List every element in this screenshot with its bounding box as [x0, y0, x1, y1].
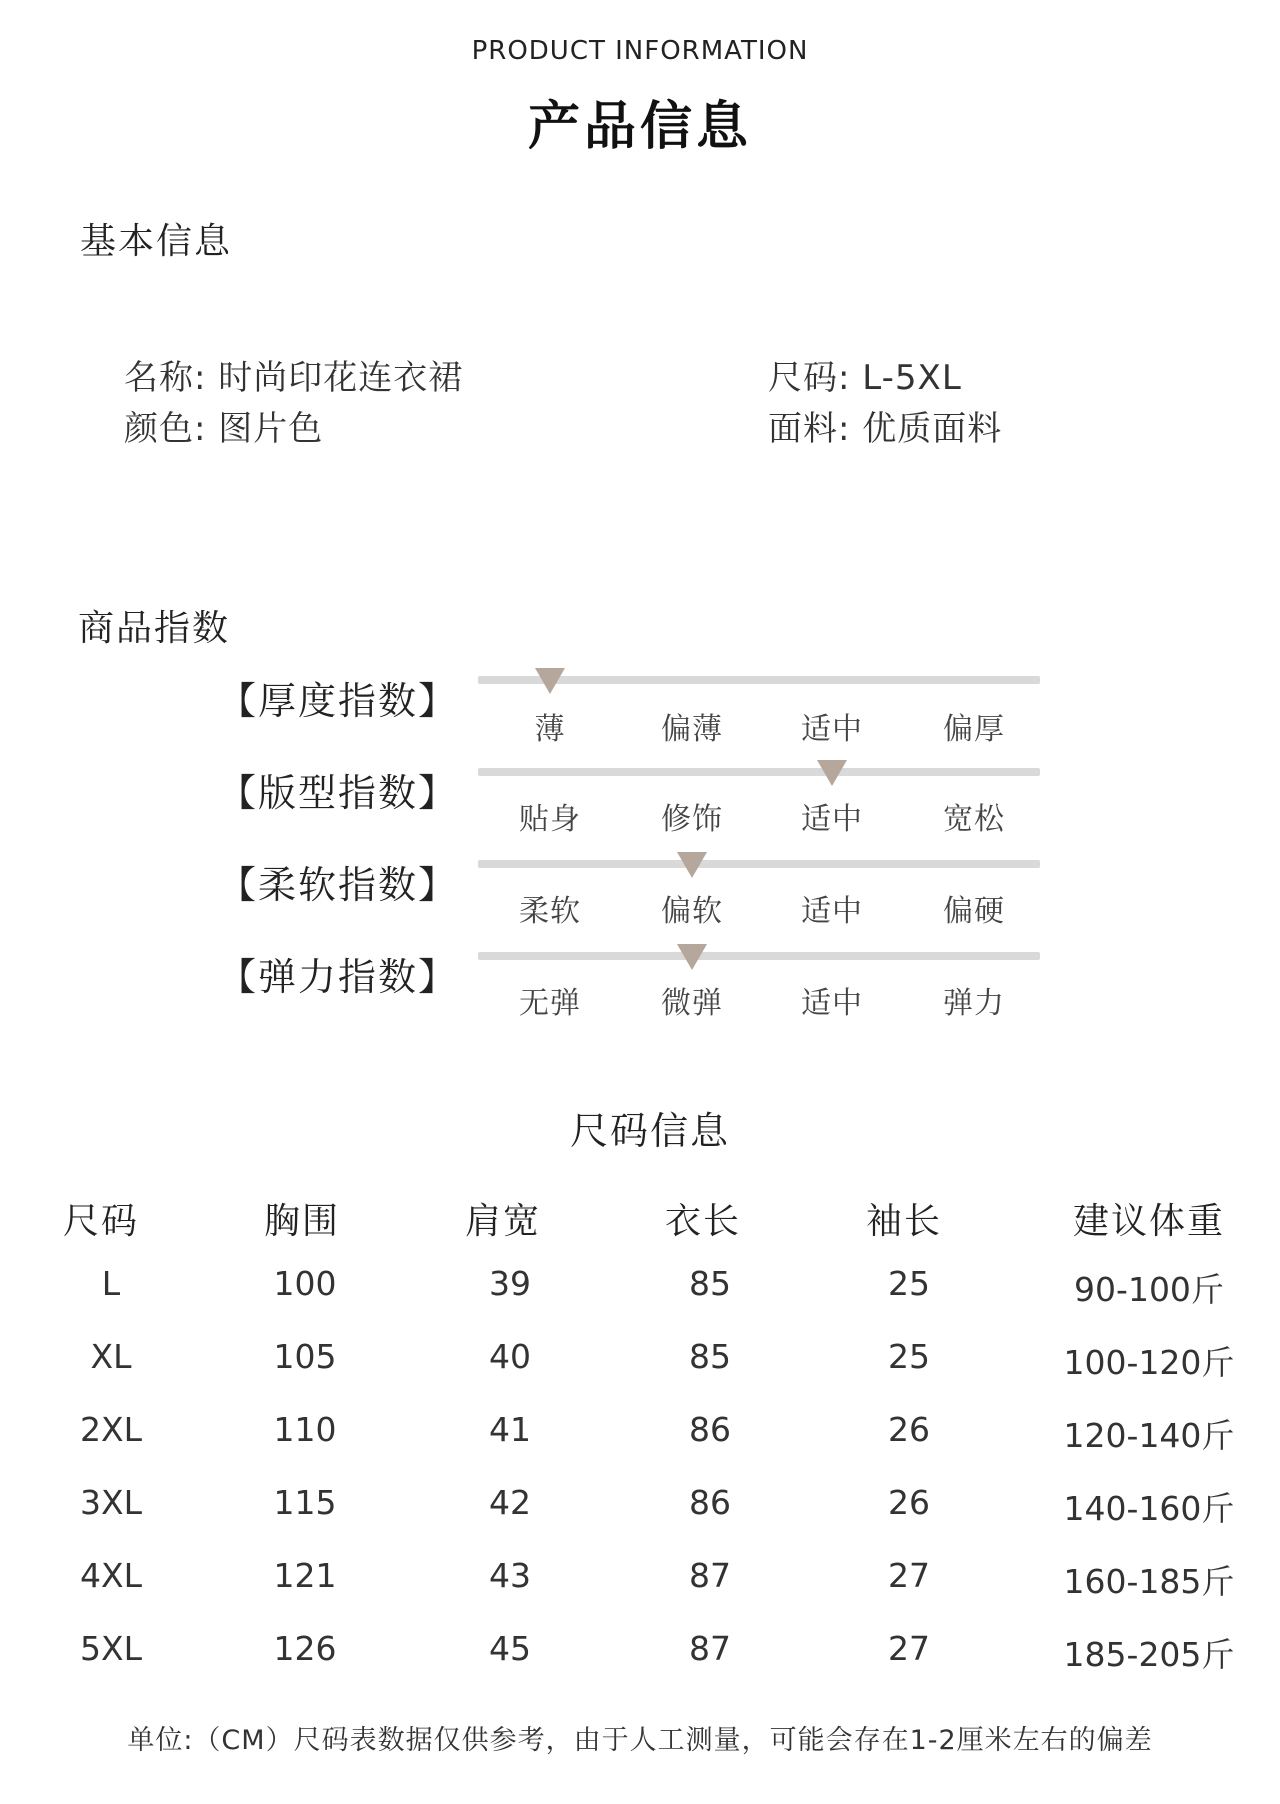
measurement-note: 单位:（CM）尺码表数据仅供参考，由于人工测量，可能会存在1-2厘米左右的偏差	[127, 1725, 1153, 1756]
thickness-option: 适中	[801, 712, 863, 747]
product-color	[124, 401, 323, 450]
softness-index-marker	[677, 852, 707, 878]
thickness-option: 偏薄	[661, 712, 723, 747]
table-cell: 27	[888, 1629, 930, 1668]
chest-header: 胸围	[263, 1201, 340, 1242]
elasticity-option: 无弹	[519, 986, 581, 1021]
table-cell: 90-100斤	[1074, 1270, 1224, 1309]
product-name	[124, 350, 463, 399]
elasticity-option: 微弹	[661, 986, 723, 1021]
thickness-option: 偏厚	[943, 712, 1005, 747]
fit-option: 适中	[801, 802, 863, 837]
table-cell: 27	[888, 1556, 930, 1595]
table-cell: 121	[273, 1556, 337, 1595]
table-cell: 140-160斤	[1063, 1489, 1235, 1528]
table-cell: 26	[888, 1410, 930, 1449]
fabric-value: 优质面料	[862, 409, 1003, 449]
table-cell: 25	[888, 1337, 930, 1376]
table-cell: 85	[689, 1337, 731, 1376]
elasticity-option: 适中	[801, 986, 863, 1021]
fit-index-track	[478, 768, 1040, 776]
table-cell: 87	[689, 1556, 731, 1595]
length-header: 衣长	[664, 1201, 741, 1242]
thickness-index-marker	[535, 668, 565, 694]
softness-option: 偏软	[661, 894, 723, 929]
softness-index-track	[478, 860, 1040, 868]
table-cell: 87	[689, 1629, 731, 1668]
color-value: 图片色	[218, 409, 324, 449]
elasticity-index-track	[478, 952, 1040, 960]
fit-index-marker	[817, 760, 847, 786]
sleeve-header: 袖长	[865, 1201, 942, 1242]
fit-option: 宽松	[943, 802, 1005, 837]
table-cell: 2XL	[80, 1410, 142, 1449]
table-cell: 26	[888, 1483, 930, 1522]
fit-option: 修饰	[661, 802, 723, 837]
table-cell: 4XL	[80, 1556, 142, 1595]
shoulder-header: 肩宽	[464, 1201, 541, 1242]
table-cell: 45	[489, 1629, 531, 1668]
table-cell: 86	[689, 1483, 731, 1522]
table-cell: XL	[90, 1337, 132, 1376]
fit-option: 贴身	[519, 802, 581, 837]
color-label: 颜色:	[124, 409, 207, 449]
fit-index-label: 【版型指数】	[218, 771, 459, 815]
elasticity-index-label: 【弹力指数】	[218, 955, 459, 999]
fabric-label: 面料:	[768, 409, 851, 449]
table-cell: 126	[273, 1629, 337, 1668]
table-cell: 40	[489, 1337, 531, 1376]
table-cell: 85	[689, 1264, 731, 1303]
table-cell: 43	[489, 1556, 531, 1595]
table-cell: 39	[489, 1264, 531, 1303]
table-cell: 160-185斤	[1063, 1562, 1235, 1601]
table-cell: 100	[273, 1264, 337, 1303]
weight-header: 建议体重	[1072, 1201, 1225, 1242]
name-value: 时尚印花连衣裙	[218, 358, 464, 398]
english-title: PRODUCT INFORMATION	[471, 36, 809, 66]
table-cell: 3XL	[80, 1483, 142, 1522]
table-cell: 42	[489, 1483, 531, 1522]
thickness-index-label: 【厚度指数】	[218, 679, 459, 723]
table-cell: 41	[489, 1410, 531, 1449]
softness-option: 偏硬	[943, 894, 1005, 929]
product-size-range	[768, 350, 962, 399]
softness-option: 柔软	[519, 894, 581, 929]
elasticity-option: 弹力	[943, 986, 1005, 1021]
size-info-heading: 尺码信息	[569, 1109, 730, 1153]
table-cell: 115	[273, 1483, 337, 1522]
softness-index-label: 【柔软指数】	[218, 863, 459, 907]
name-label: 名称:	[124, 358, 207, 398]
table-cell: 185-205斤	[1063, 1635, 1235, 1674]
product-index-heading: 商品指数	[78, 608, 231, 649]
table-cell: 100-120斤	[1063, 1343, 1235, 1382]
product-fabric	[768, 401, 1002, 450]
table-cell: 86	[689, 1410, 731, 1449]
table-cell: L	[101, 1264, 121, 1303]
size-header: 尺码	[62, 1201, 139, 1242]
size-label: 尺码:	[768, 358, 851, 398]
basic-info-heading: 基本信息	[80, 221, 233, 262]
table-cell: 25	[888, 1264, 930, 1303]
size-value: L-5XL	[862, 358, 962, 398]
table-cell: 5XL	[80, 1629, 142, 1668]
elasticity-index-marker	[677, 944, 707, 970]
table-cell: 120-140斤	[1063, 1416, 1235, 1455]
page-title: 产品信息	[527, 97, 752, 157]
thickness-option: 薄	[534, 712, 566, 747]
table-cell: 110	[273, 1410, 337, 1449]
softness-option: 适中	[801, 894, 863, 929]
table-cell: 105	[273, 1337, 337, 1376]
